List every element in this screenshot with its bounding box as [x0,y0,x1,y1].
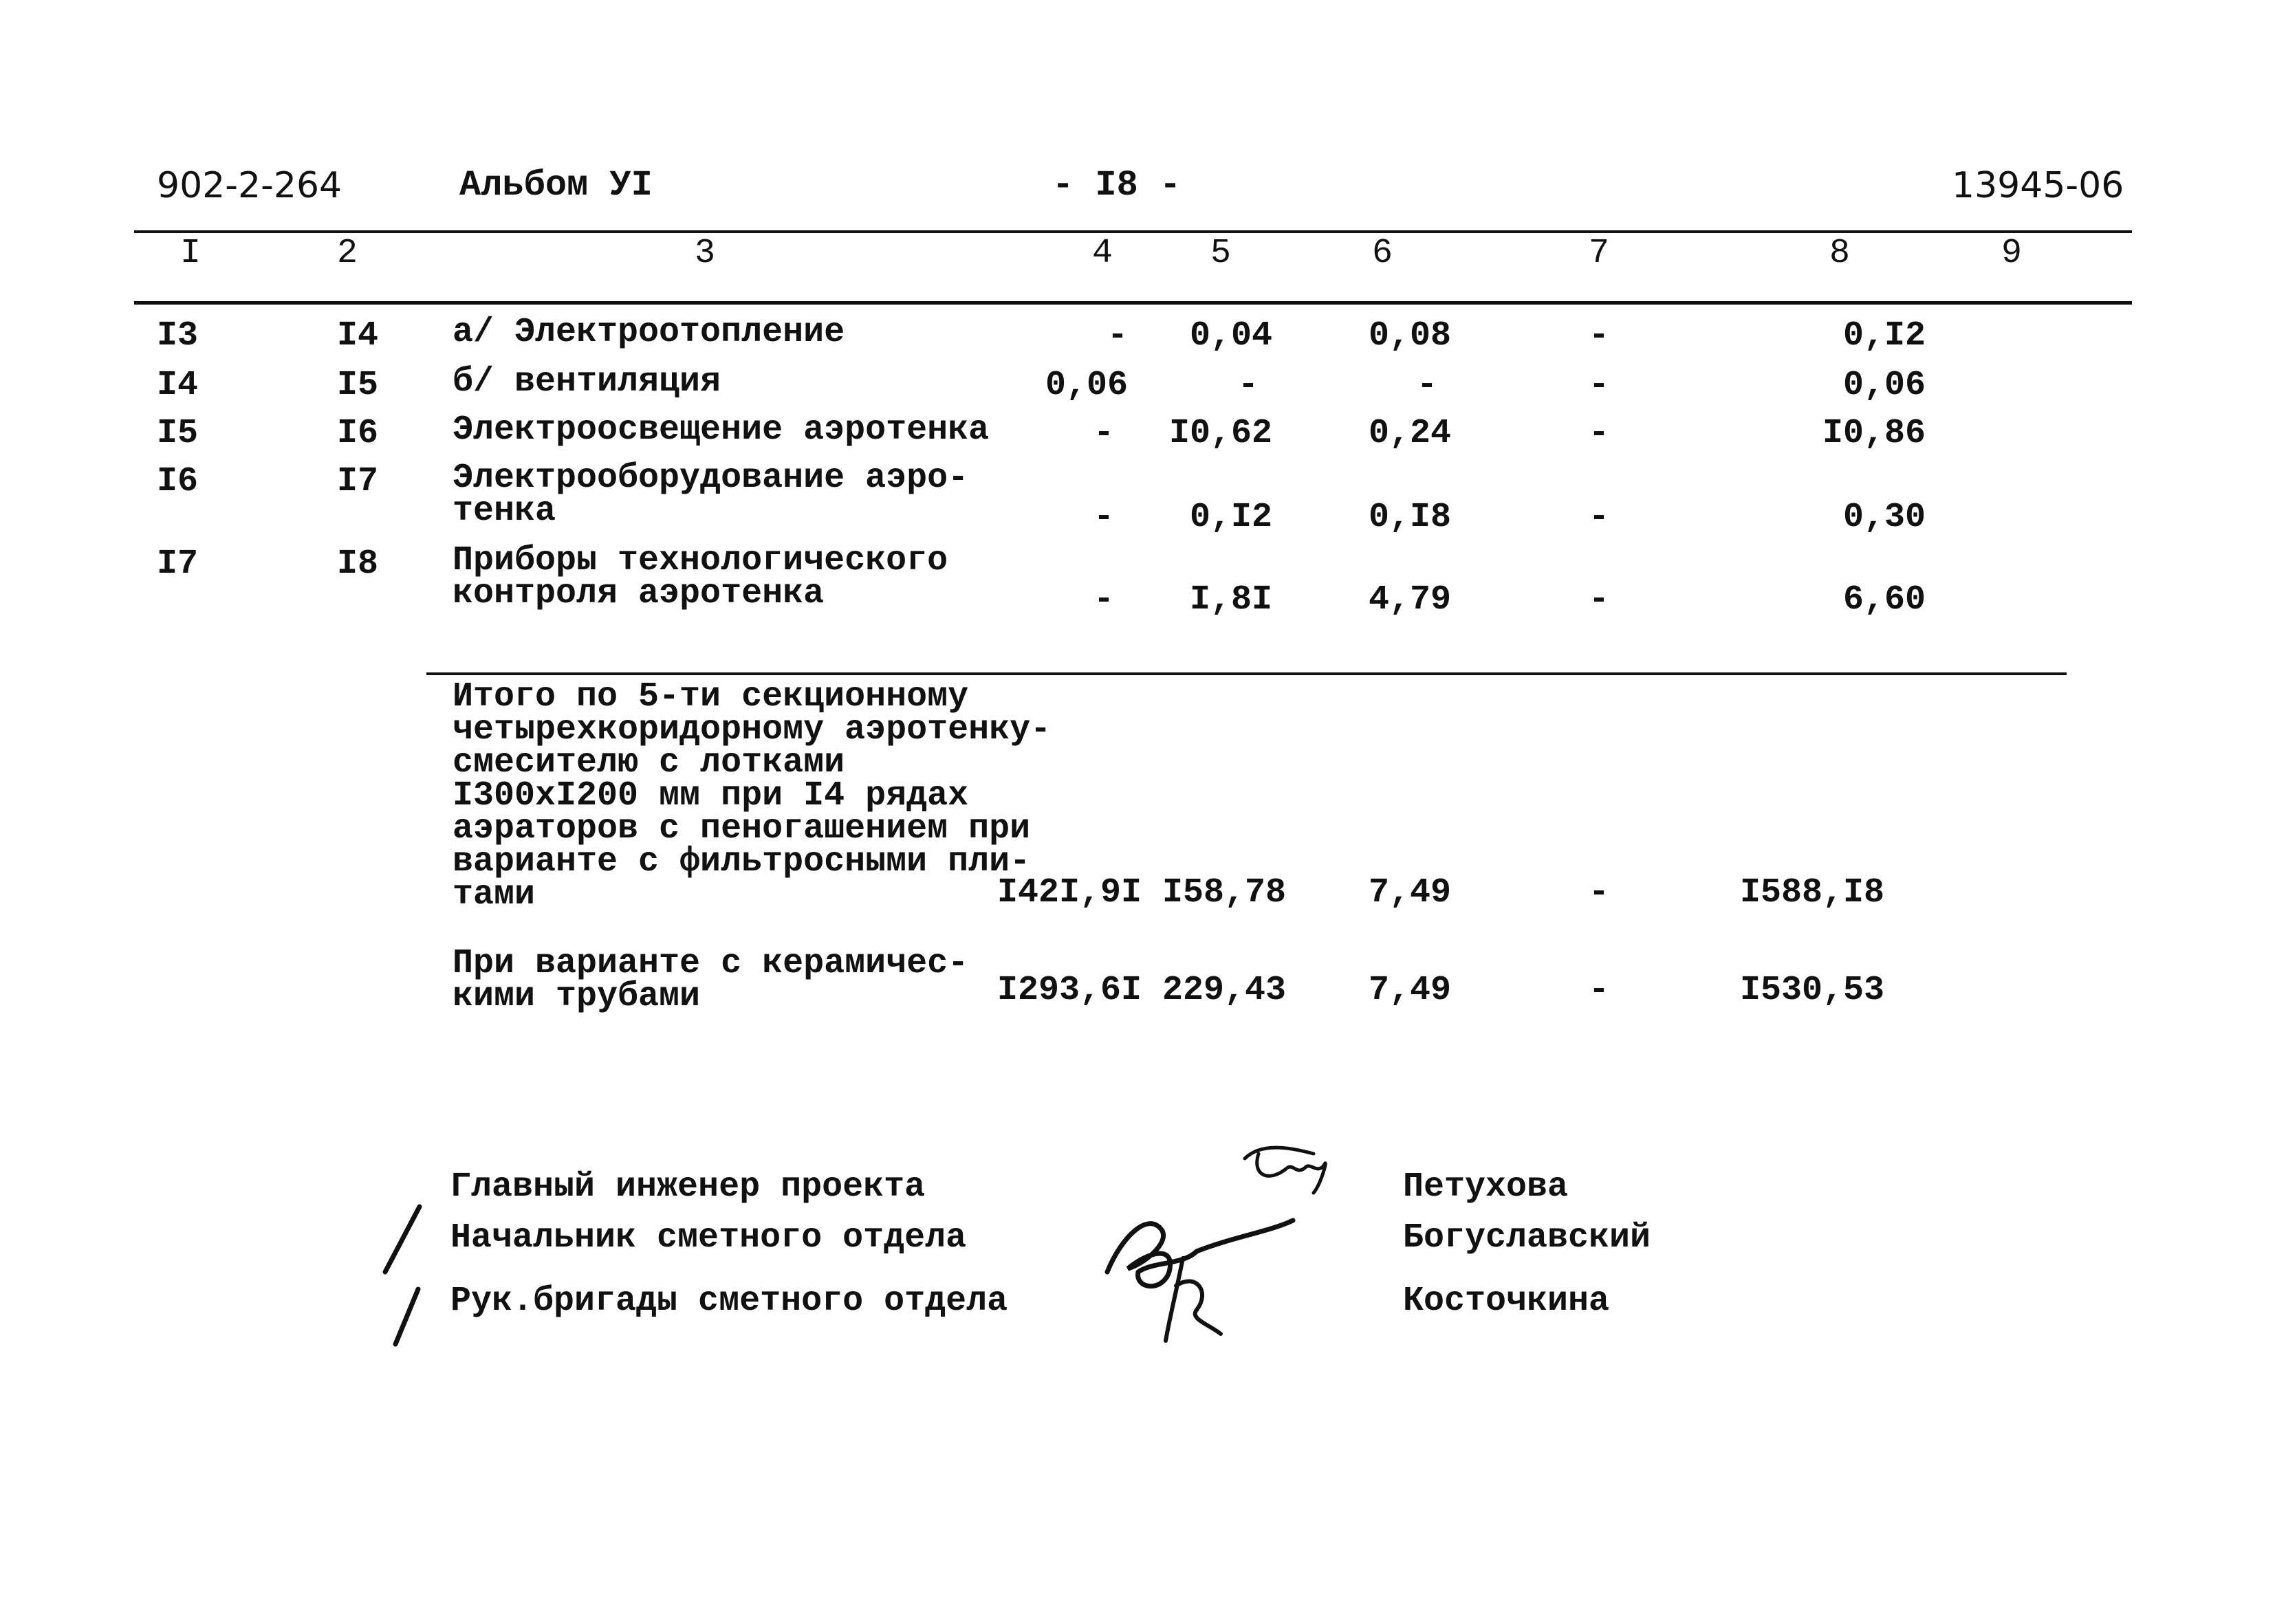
signature-role: Начальник сметного отдела [450,1218,967,1258]
row-col6: 0,08 [1368,316,1451,355]
row-number: I5 [157,414,199,453]
signature-name: Богуславский [1403,1218,1651,1258]
row-col5: 0,I2 [1189,498,1272,537]
header-bottom-rule [134,301,2132,305]
row-col7: - [1589,316,1610,355]
totals-col5: I58,78 [1162,873,1286,912]
row-col4: - [1093,498,1114,537]
row-col6: 0,24 [1368,414,1451,453]
row-number: I6 [157,462,199,501]
signature-name: Петухова [1403,1167,1569,1207]
totals-col4: I42I,9I [997,873,1142,912]
doc-code: 902-2-264 [157,165,342,206]
totals-rule [426,672,2067,675]
row-col8: I0,86 [1822,414,1926,453]
totals-col5: 229,43 [1162,971,1286,1010]
signature-role: Главный инженер проекта [450,1167,926,1207]
row-col4: - [1093,580,1114,619]
row-number: I4 [157,366,199,405]
column-number-1: I [180,234,202,273]
totals-col6: 7,49 [1368,971,1451,1010]
signature-role: Рук.бригады сметного отдела [450,1282,1008,1321]
column-number-7: 7 [1589,234,1610,273]
row-description: а/ Электроотопление [453,313,845,352]
signature-name: Косточкина [1403,1282,1610,1321]
column-number-2: 2 [337,234,358,273]
row-description: Приборы технологического контроля аэротенка [453,541,948,613]
totals-col6: 7,49 [1368,873,1451,912]
row-col5: I,8I [1189,580,1272,619]
row-col8: 0,06 [1842,366,1926,405]
column-number-6: 6 [1372,234,1393,273]
row-number: I3 [157,316,199,355]
row-col8: 0,30 [1842,498,1926,537]
row-number: I7 [157,545,199,584]
row-col4: - [1093,414,1114,453]
row-col6: 0,I8 [1368,498,1451,537]
row-col7: - [1589,414,1610,453]
totals-description: При варианте с керамичес- кими трубами [453,944,969,1016]
row-col6: - [1416,366,1437,405]
totals-col8: I530,53 [1739,971,1884,1010]
totals-description: Итого по 5-ти секционному четырехкоридорному аэротенку- смесителю с лотками I300хI200 мм при I4 рядах аэраторов с пеногашением при варианте с фильтросными пли- тами [453,677,1052,914]
row-position: I7 [337,462,379,501]
row-position: I4 [337,316,379,355]
row-col4: - [1107,316,1128,355]
totals-col8: I588,I8 [1739,873,1884,912]
column-number-5: 5 [1210,234,1232,273]
row-position: I8 [337,545,379,584]
row-col8: 6,60 [1842,580,1926,619]
row-col4: 0,06 [1045,366,1128,405]
row-col5: 0,04 [1189,316,1272,355]
album-label: Альбом УI [459,165,653,206]
row-position: I6 [337,414,379,453]
column-number-3: 3 [695,234,716,273]
row-col7: - [1589,580,1610,619]
row-col6: 4,79 [1368,580,1451,619]
column-number-9: 9 [2001,234,2023,273]
row-description: б/ вентиляция [453,362,721,402]
totals-col7: - [1589,873,1610,912]
row-col5: - [1237,366,1259,405]
header-top-rule [134,230,2132,233]
row-col8: 0,I2 [1842,316,1926,355]
handwritten-signatures [1087,1134,1382,1361]
row-description: Электрооборудование аэро- тенка [453,459,969,531]
row-col7: - [1589,498,1610,537]
totals-col4: I293,6I [997,971,1142,1010]
column-number-4: 4 [1092,234,1113,273]
check-marks [371,1196,440,1354]
row-col5: I0,62 [1168,414,1272,453]
row-position: I5 [337,366,379,405]
totals-col7: - [1589,971,1610,1010]
column-number-8: 8 [1829,234,1851,273]
row-description: Электроосвещение аэротенка [453,410,990,450]
row-col7: - [1589,366,1610,405]
page-number: - I8 - [1052,165,1182,206]
archive-number: 13945-06 [1952,165,2124,206]
